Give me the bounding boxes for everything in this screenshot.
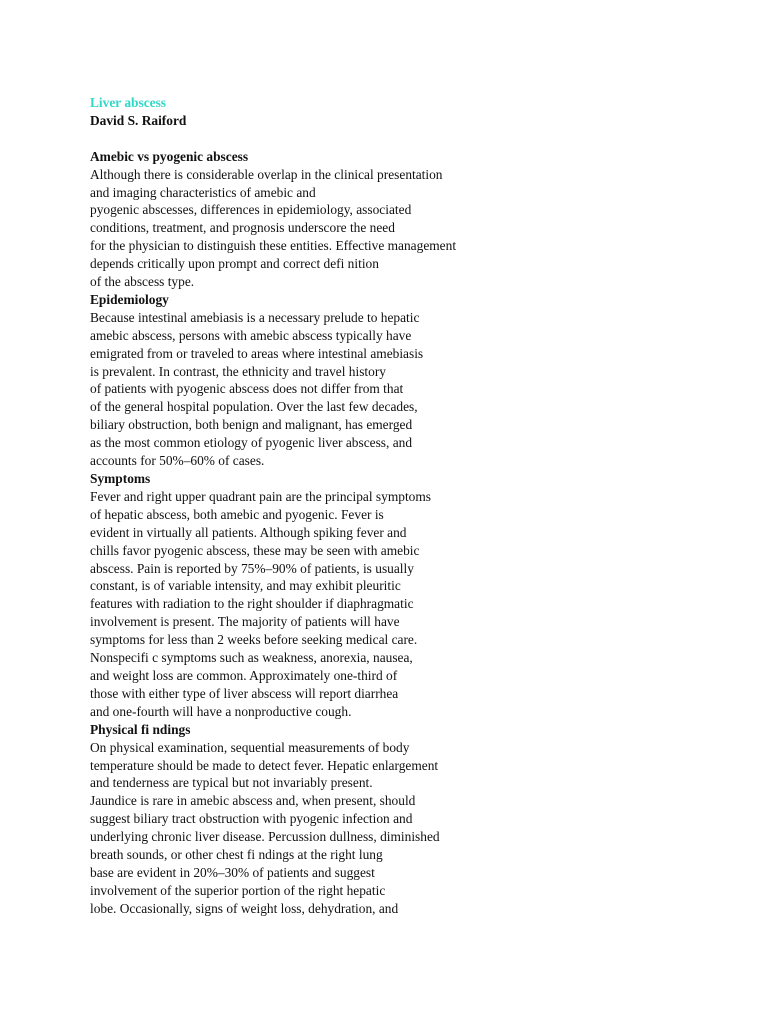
paragraph-line: and imaging characteristics of amebic and — [90, 184, 316, 200]
paragraph-line: chills favor pyogenic abscess, these may be seen with amebic — [90, 542, 420, 558]
paragraph-line: is prevalent. In contrast, the ethnicity and travel history — [90, 363, 386, 379]
paragraph-line: of patients with pyogenic abscess does not differ from that — [90, 381, 404, 397]
spacer — [90, 130, 730, 148]
paragraph-line: suggest biliary tract obstruction with pyogenic infection and — [90, 811, 413, 827]
paragraph-line: breath sounds, or other chest fi ndings at the right lung — [90, 847, 383, 863]
section — [90, 148, 730, 291]
paragraph-line: for the physician to distinguish these entities. Effective management — [90, 238, 457, 254]
paragraph-line: biliary obstruction, both benign and malignant, has emerged — [90, 417, 413, 433]
paragraph-line: Although there is considerable overlap in the clinical presentation — [90, 166, 443, 182]
paragraph-line: as the most common etiology of pyogenic liver abscess, and — [90, 435, 413, 451]
section-heading: Amebic vs pyogenic abscess — [90, 148, 249, 164]
paragraph-line: depends critically upon prompt and correct defi nition — [90, 256, 379, 272]
paragraph-line: lobe. Occasionally, signs of weight loss, dehydration, and — [90, 900, 399, 916]
document-title: Liver abscess — [90, 95, 167, 110]
section — [90, 291, 730, 470]
paragraph-line: of the general hospital population. Over the last few decades, — [90, 399, 418, 415]
paragraph-line: evident in virtually all patients. Although spiking fever and — [90, 524, 407, 540]
paragraph-line: of hepatic abscess, both amebic and pyogenic. Fever is — [90, 506, 384, 522]
section — [90, 470, 730, 721]
paragraph-line: and weight loss are common. Approximately one-third of — [90, 667, 398, 683]
paragraph-line: Jaundice is rare in amebic abscess and, when present, should — [90, 793, 416, 809]
paragraph-line: of the abscess type. — [90, 274, 195, 290]
paragraph-line: involvement of the superior portion of the right hepatic — [90, 882, 386, 898]
paragraph-line: Because intestinal amebiasis is a necessary prelude to hepatic — [90, 309, 420, 325]
paragraph-line: accounts for 50%–60% of cases. — [90, 453, 265, 469]
section — [90, 721, 730, 918]
paragraph-line: base are evident in 20%–30% of patients and suggest — [90, 864, 375, 880]
paragraph-line: constant, is of variable intensity, and may exhibit pleuritic — [90, 578, 401, 594]
document-body — [90, 148, 730, 918]
paragraph-line: amebic abscess, persons with amebic abscess typically have — [90, 327, 412, 343]
paragraph-line: pyogenic abscesses, differences in epidemiology, associated — [90, 202, 412, 218]
paragraph-line: Nonspecifi c symptoms such as weakness, anorexia, nausea, — [90, 650, 413, 666]
paragraph-line: conditions, treatment, and prognosis underscore the need — [90, 220, 395, 236]
paragraph-line: On physical examination, sequential measurements of body — [90, 739, 410, 755]
paragraph-line: and tenderness are typical but not invariably present. — [90, 775, 373, 791]
paragraph-line: abscess. Pain is reported by 75%–90% of patients, is usually — [90, 560, 414, 576]
paragraph-line: temperature should be made to detect fever. Hepatic enlargement — [90, 757, 439, 773]
paragraph-line: symptoms for less than 2 weeks before seeking medical care. — [90, 632, 418, 648]
document-page — [90, 94, 730, 918]
paragraph-line: Fever and right upper quadrant pain are the principal symptoms — [90, 488, 431, 504]
paragraph-line: emigrated from or traveled to areas where intestinal amebiasis — [90, 345, 424, 361]
section-heading: Symptoms — [90, 471, 151, 487]
section-heading: Epidemiology — [90, 291, 169, 307]
paragraph-line: those with either type of liver abscess will report diarrhea — [90, 685, 399, 701]
paragraph-line: features with radiation to the right shoulder if diaphragmatic — [90, 596, 414, 612]
paragraph-line: underlying chronic liver disease. Percussion dullness, diminished — [90, 829, 440, 845]
paragraph-line: and one-fourth will have a nonproductive cough. — [90, 703, 352, 719]
paragraph-line: involvement is present. The majority of patients will have — [90, 614, 400, 630]
author-name: David S. Raiford — [90, 112, 187, 128]
section-heading: Physical fi ndings — [90, 721, 191, 737]
